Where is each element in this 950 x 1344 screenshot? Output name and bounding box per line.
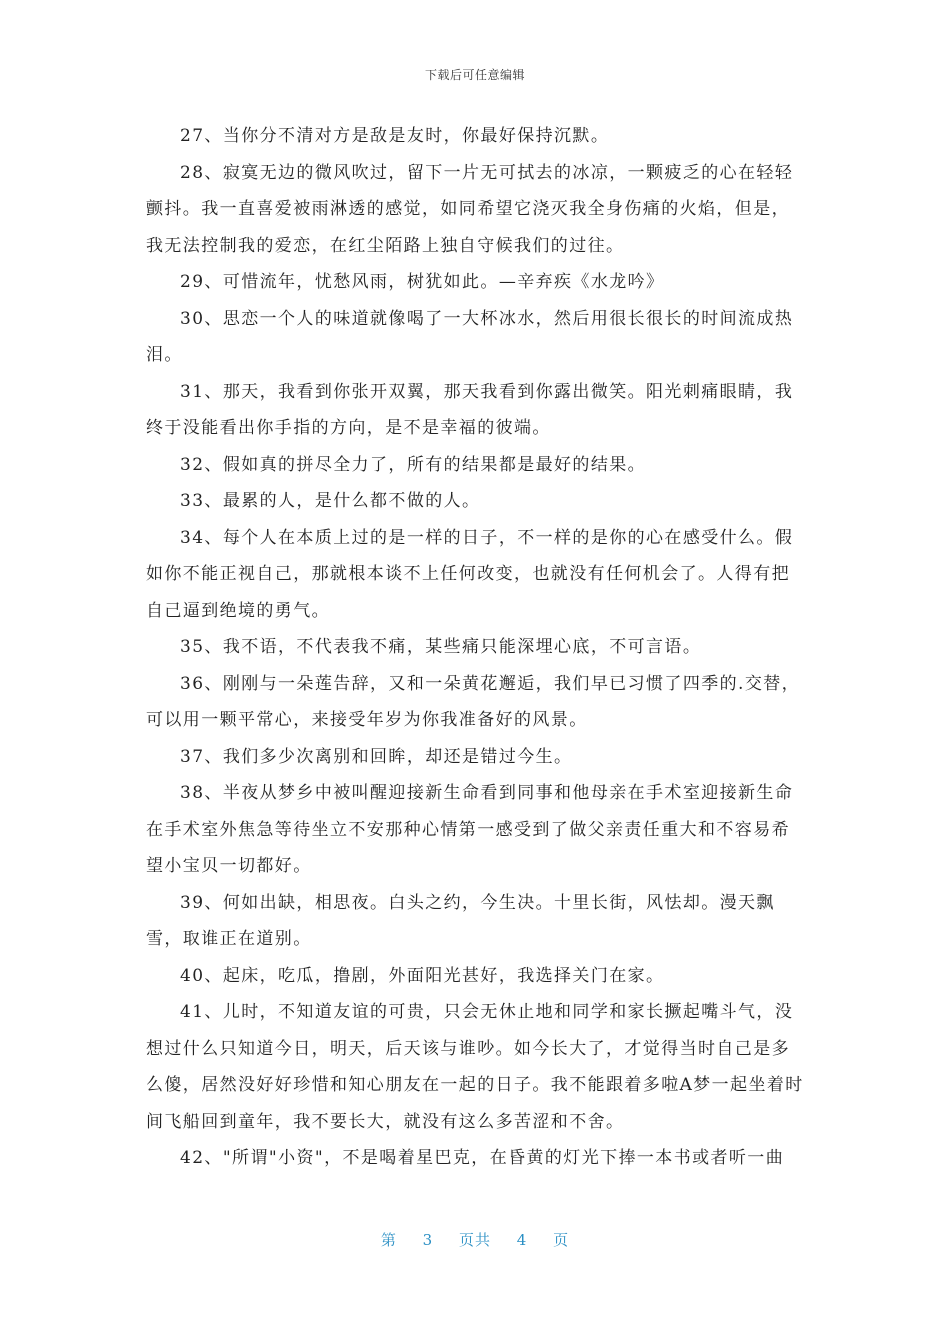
page-suffix: 页共	[458, 1231, 491, 1249]
page-label: 第	[380, 1231, 397, 1249]
current-page-number: 3	[422, 1231, 434, 1249]
paragraph-41: 41、儿时，不知道友谊的可贵，只会无休止地和同学和家长撅起嘴斗气，没想过什么只知道今日，明天，后天该与谁吵。如今长大了，才觉得当时自己是多么傻，居然没好好珍惜和知心朋友在一起的日子。我不能跟着多啦A梦一起坐着时间飞船回到童年，我不要长大，就没有这么多苦涩和不舍。	[146, 1002, 804, 1132]
paragraph-34: 34、每个人在本质上过的是一样的日子，不一样的是你的心在感受什么。假如你不能正视自己，那就根本谈不上任何改变，也就没有任何机会了。人得有把自己逼到绝境的勇气。	[146, 527, 794, 621]
paragraph-29: 29、可惜流年，忧愁风雨，树犹如此。—辛弃疾《水龙吟》	[180, 272, 665, 292]
paragraph-35: 35、我不语，不代表我不痛，某些痛只能深埋心底，不可言语。	[180, 637, 702, 657]
paragraph-30: 30、思恋一个人的味道就像喝了一大杯冰水，然后用很长很长的时间流成热泪。	[146, 308, 794, 365]
paragraph-33: 33、最累的人，是什么都不做的人。	[180, 491, 481, 511]
paragraph-32: 32、假如真的拼尽全力了，所有的结果都是最好的结果。	[180, 454, 647, 475]
paragraph-37: 37、我们多少次离别和回眸，却还是错过今生。	[180, 746, 573, 767]
paragraph-39: 39、何如出缺，相思夜。白头之约，今生决。十里长街，风怯却。漫天飘雪，取谁正在道别。	[146, 892, 775, 949]
paragraph-40: 40、起床，吃瓜，撸剧，外面阳光甚好，我选择关门在家。	[180, 965, 665, 986]
paragraph-42: 42、"所谓"小资"，不是喝着星巴克，在昏黄的灯光下捧一本书或者听一曲	[180, 1148, 785, 1168]
paragraph-28: 28、寂寞无边的微风吹过，留下一片无可拭去的冰凉，一颗疲乏的心在轻轻颤抖。我一直喜爱被雨淋透的感觉，如同希望它浇灭我全身伤痛的火焰，但是，我无法控制我的爱恋，在红尘陌路上独自守候我们的过往。	[146, 162, 794, 256]
paragraph-31: 31、那天，我看到你张开双翼，那天我看到你露出微笑。阳光刺痛眼睛，我终于没能看出你手指的方向，是不是幸福的彼端。	[146, 381, 794, 438]
paragraph-36: 36、刚刚与一朵莲告辞，又和一朵黄花邂逅，我们早已习惯了四季的.交替，可以用一颗平常心，来接受年岁为你我准备好的风景。	[146, 673, 801, 730]
document-body	[146, 118, 806, 1177]
page-header: 下载后可任意编辑	[424, 68, 525, 82]
paragraph-38: 38、半夜从梦乡中被叫醒迎接新生命看到同事和他母亲在手术室迎接新生命在手术室外焦急等待坐立不安那种心情第一感受到了做父亲责任重大和不容易希望小宝贝一切都好。	[146, 783, 794, 876]
page-footer	[0, 1229, 950, 1250]
total-pages-number: 4	[516, 1231, 528, 1249]
total-suffix: 页	[553, 1231, 570, 1249]
paragraph-27: 27、当你分不清对方是敌是友时，你最好保持沉默。	[180, 126, 610, 146]
